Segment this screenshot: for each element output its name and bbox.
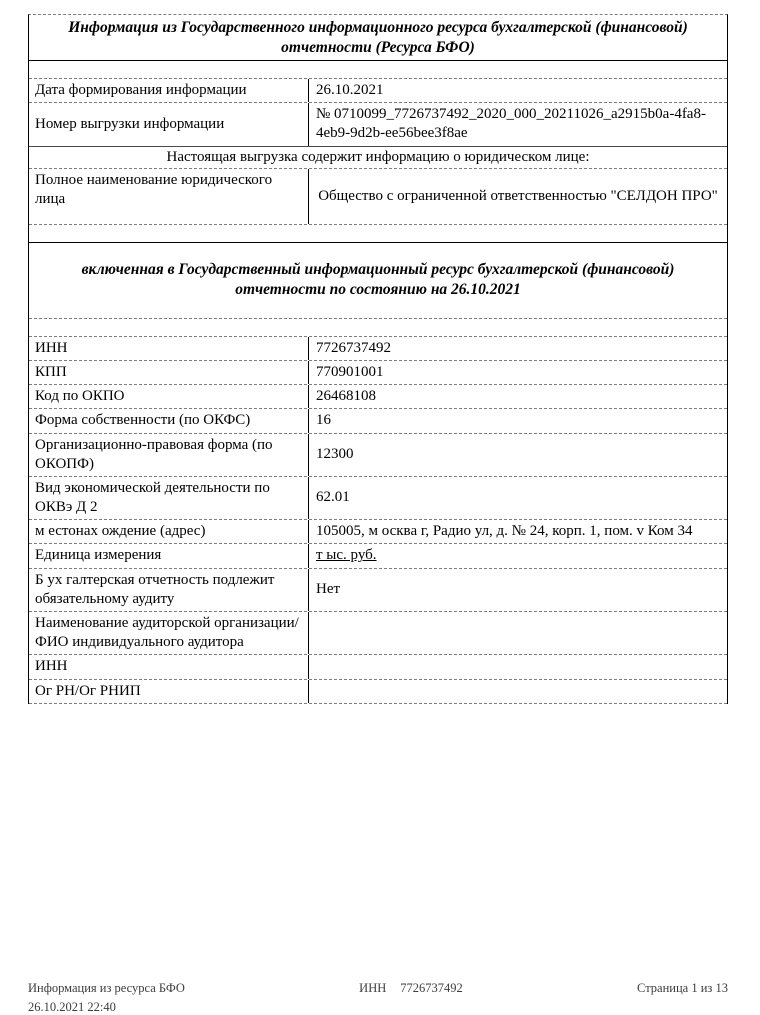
row-label: м естонах ождение (адрес) xyxy=(29,520,309,543)
row-value: 62.01 xyxy=(316,489,350,506)
included-note-text: включенная в Государственный информационный ресурс бухгалтерской (финансовой) отчетности по состоянию на 26.10.2021 xyxy=(81,261,675,299)
row-value: 26.10.2021 xyxy=(316,82,384,98)
row-label: Форма собственности (по ОКФС) xyxy=(29,409,309,432)
detail-rows-section xyxy=(29,337,727,704)
table-row-entity-name xyxy=(29,169,727,225)
footer-page-number: Страница 1 из 13 xyxy=(637,981,728,995)
table-row xyxy=(29,337,727,361)
row-value: 26468108 xyxy=(316,388,376,405)
row-value xyxy=(309,680,727,703)
row-value: т ыс. руб. xyxy=(316,547,377,564)
row-label: Б ух галтерская отчетность подлежит обязательному аудиту xyxy=(29,569,309,611)
table-row xyxy=(29,409,727,433)
row-value: 770901001 xyxy=(316,363,384,380)
row-label: Организационно-правовая форма (по ОКОПФ) xyxy=(29,434,309,476)
table-row xyxy=(29,569,727,612)
row-label: Ог РН/Ог РНИП xyxy=(29,680,309,703)
page-footer xyxy=(28,980,728,996)
row-label: Наименование аудиторской организации/ФИО индивидуального аудитора xyxy=(29,612,309,654)
table-row xyxy=(29,680,727,704)
row-label: Полное наименование юридического лица xyxy=(29,169,309,224)
table-row xyxy=(29,520,727,544)
spacer-row xyxy=(29,225,727,243)
included-note xyxy=(29,243,727,319)
row-value: 16 xyxy=(316,412,331,429)
table-row xyxy=(29,655,727,679)
footer-inn-label: ИНН xyxy=(359,981,387,995)
table-row xyxy=(29,477,727,520)
footer-inn xyxy=(359,980,463,996)
table-row-extract-number xyxy=(29,103,727,146)
footer-inn-value: 7726737492 xyxy=(400,981,463,995)
row-value: 7726737492 xyxy=(316,339,391,356)
document-title-text: Информация из Государственного информационного ресурса бухгалтерской (финансовой) отчетности (Ресурса БФО) xyxy=(68,18,688,56)
footer-timestamp: 26.10.2021 22:40 xyxy=(28,1000,116,1014)
document-title xyxy=(29,15,727,61)
footer-source-label: Информация из ресурса БФО xyxy=(28,981,185,995)
bfo-report-table xyxy=(28,14,728,704)
row-label: КПП xyxy=(29,361,309,384)
row-value xyxy=(309,612,727,654)
section-note xyxy=(29,147,727,169)
row-value: № 0710099_7726737492_2020_000_20211026_a2915b0a-4fa8-4eb9-9d2b-ee56bee3f8ae xyxy=(316,106,706,142)
table-row xyxy=(29,434,727,477)
spacer-row xyxy=(29,319,727,337)
row-value xyxy=(309,655,727,678)
row-label: Номер выгрузки информации xyxy=(29,103,309,145)
table-row-formation-date xyxy=(29,79,727,103)
table-row xyxy=(29,361,727,385)
row-value: 105005, м осква г, Радио ул, д. № 24, корп. 1, пом. v Ком 34 xyxy=(316,523,693,540)
row-label: Вид экономической деятельности по ОКВэ Д 2 xyxy=(29,477,309,519)
row-label: Код по ОКПО xyxy=(29,385,309,408)
section-note-text: Настоящая выгрузка содержит информацию о юридическом лице: xyxy=(166,148,590,165)
row-value: Нет xyxy=(316,581,341,598)
row-value: 12300 xyxy=(316,446,354,463)
row-label: ИНН xyxy=(29,337,309,360)
spacer-row xyxy=(29,61,727,79)
table-row xyxy=(29,385,727,409)
table-row xyxy=(29,544,727,568)
table-row xyxy=(29,612,727,655)
row-label: Дата формирования информации xyxy=(29,79,309,102)
row-value: Общество с ограниченной ответственностью "СЕЛДОН ПРО" xyxy=(318,187,718,204)
row-label: Единица измерения xyxy=(29,544,309,567)
row-label: ИНН xyxy=(29,655,309,678)
